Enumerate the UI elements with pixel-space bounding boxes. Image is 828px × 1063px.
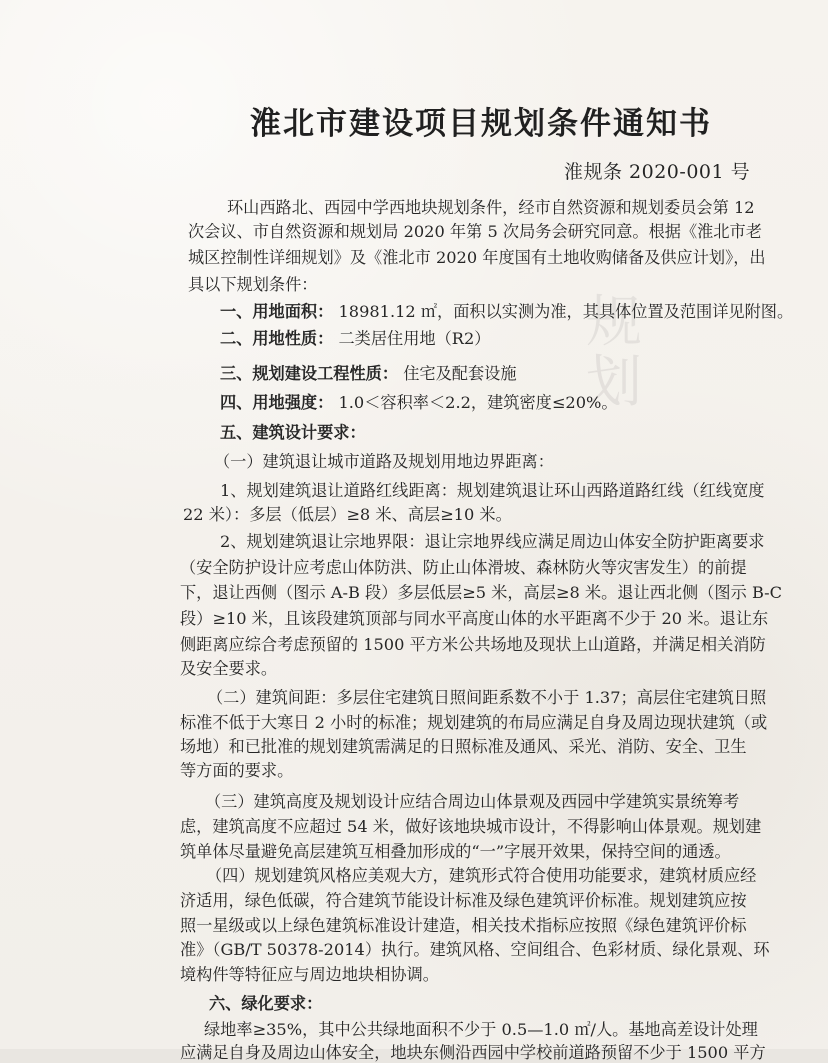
intro-line-3: 城区控制性详细规划》及《淮北市 2020 年度国有土地收购储备及供应计划》，出 (188, 248, 766, 267)
building-spacing-line-2: 标准不低于大寒日 2 小时的标准；规划建筑的布局应满足自身及周边现状建筑（或 (180, 713, 768, 732)
setback-boundary-line-5: 侧距离应综合考虑预留的 1500 平方米公共场地及现状上山道路，并满足相关消防 (180, 635, 766, 654)
building-spacing-line-3: 场地）和已批准的规划建筑需满足的日照标准及通风、采光、消防、安全、卫生 (180, 737, 747, 756)
setback-road-line-2: 22 米）：多层（低层）≥8 米、高层≥10 米。 (183, 505, 512, 524)
setback-boundary-line-4: 段）≥10 米，且该段建筑顶部与同水平高度山体的水平距离不少于 20 米。退让东 (180, 609, 769, 628)
show-through-text: 规 划 (586, 290, 642, 415)
setback-boundary-line-1: 2、规划建筑退让宗地界限：退让宗地界线应满足周边山体安全防护距离要求 (220, 532, 765, 551)
item-land-use-label: 二、用地性质： (220, 329, 334, 348)
item-construction-nature-value: 住宅及配套设施 (403, 364, 517, 383)
item-land-use (220, 329, 490, 349)
building-spacing-line-1: （二）建筑间距：多层住宅建筑日照间距系数不小于 1.37；高层住宅建筑日照 (207, 688, 767, 707)
setback-road-line-1: 1、规划建筑退让道路红线距离：规划建筑退让环山西路道路红线（红线宽度 (220, 481, 765, 500)
greening-line-2: 应满足自身及周边山体安全，地块东侧沿西园中学校前道路预留不少于 1500 平方 (180, 1043, 766, 1062)
building-style-line-2: 济适用，绿色低碳，符合建筑节能设计标准及绿色建筑评价标准。规划建筑应按 (180, 891, 747, 910)
setback-boundary-line-2: （安全防护设计应考虑山体防洪、防止山体滑坡、森林防火等灾害发生）的前提 (180, 558, 747, 577)
building-height-line-2: 虑，建筑高度不应超过 54 米，做好该地块城市设计，不得影响山体景观。规划建 (180, 817, 762, 836)
building-height-line-1: （三）建筑高度及规划设计应结合周边山体景观及西园中学建筑实景统筹考 (205, 792, 740, 811)
setback-boundary-line-6: 及安全要求。 (180, 659, 278, 678)
building-style-line-5: 境构件等特征应与周边地块相协调。 (180, 965, 439, 984)
item-land-intensity-label: 四、用地强度： (220, 393, 334, 412)
document-title: 淮北市建设项目规划条件通知书 (250, 106, 712, 142)
item-construction-nature-label: 三、规划建设工程性质： (220, 364, 399, 383)
item-greening-heading: 六、绿化要求： (209, 994, 323, 1013)
item-land-intensity (220, 393, 618, 413)
intro-line-4: 具以下规划条件： (188, 275, 318, 294)
intro-line-2: 次会议、市自然资源和规划局 2020 年第 5 次局务会研究同意。根据《淮北市老 (188, 222, 762, 241)
document-number: 淮规条 2020-001 号 (564, 161, 751, 183)
item-land-use-value: 二类居住用地（R2） (338, 329, 491, 348)
building-style-line-1: （四）规划建筑风格应美观大方，建筑形式符合使用功能要求，建筑材质应经 (206, 866, 757, 885)
item-land-intensity-value: 1.0＜容积率＜2.2，建筑密度≤20%。 (338, 393, 618, 412)
item-design-requirements-heading: 五、建筑设计要求： (220, 423, 366, 442)
item-land-area-label: 一、用地面积： (220, 302, 334, 321)
setback-heading: （一）建筑退让城市道路及规划用地边界距离： (214, 452, 554, 471)
item-land-area (220, 302, 793, 322)
building-style-line-4: 准》（GB/T 50378-2014）执行。建筑风格、空间组合、色彩材质、绿化景观、环 (180, 940, 770, 959)
item-construction-nature (220, 364, 517, 384)
intro-line-1: 环山西路北、西园中学西地块规划条件，经市自然资源和规划委员会第 12 (227, 198, 755, 217)
greening-line-1: 绿地率≥35%，其中公共绿地面积不少于 0.5—1.0 ㎡/人。基地高差设计处理 (204, 1020, 758, 1039)
item-land-area-value: 18981.12 ㎡，面积以实测为准，其具体位置及范围详见附图。 (338, 302, 794, 321)
setback-boundary-line-3: 下，退让西侧（图示 A-B 段）多层低层≥5 米，高层≥8 米。退让西北侧（图示 B-C (180, 583, 782, 602)
building-height-line-3: 筑单体尽量避免高层建筑互相叠加形成的“一”字展开效果，保持空间的通透。 (180, 842, 731, 861)
building-spacing-line-4: 等方面的要求。 (180, 761, 294, 780)
building-style-line-3: 照一星级或以上绿色建筑标准设计建造，相关技术指标应按照《绿色建筑评价标 (180, 916, 747, 935)
